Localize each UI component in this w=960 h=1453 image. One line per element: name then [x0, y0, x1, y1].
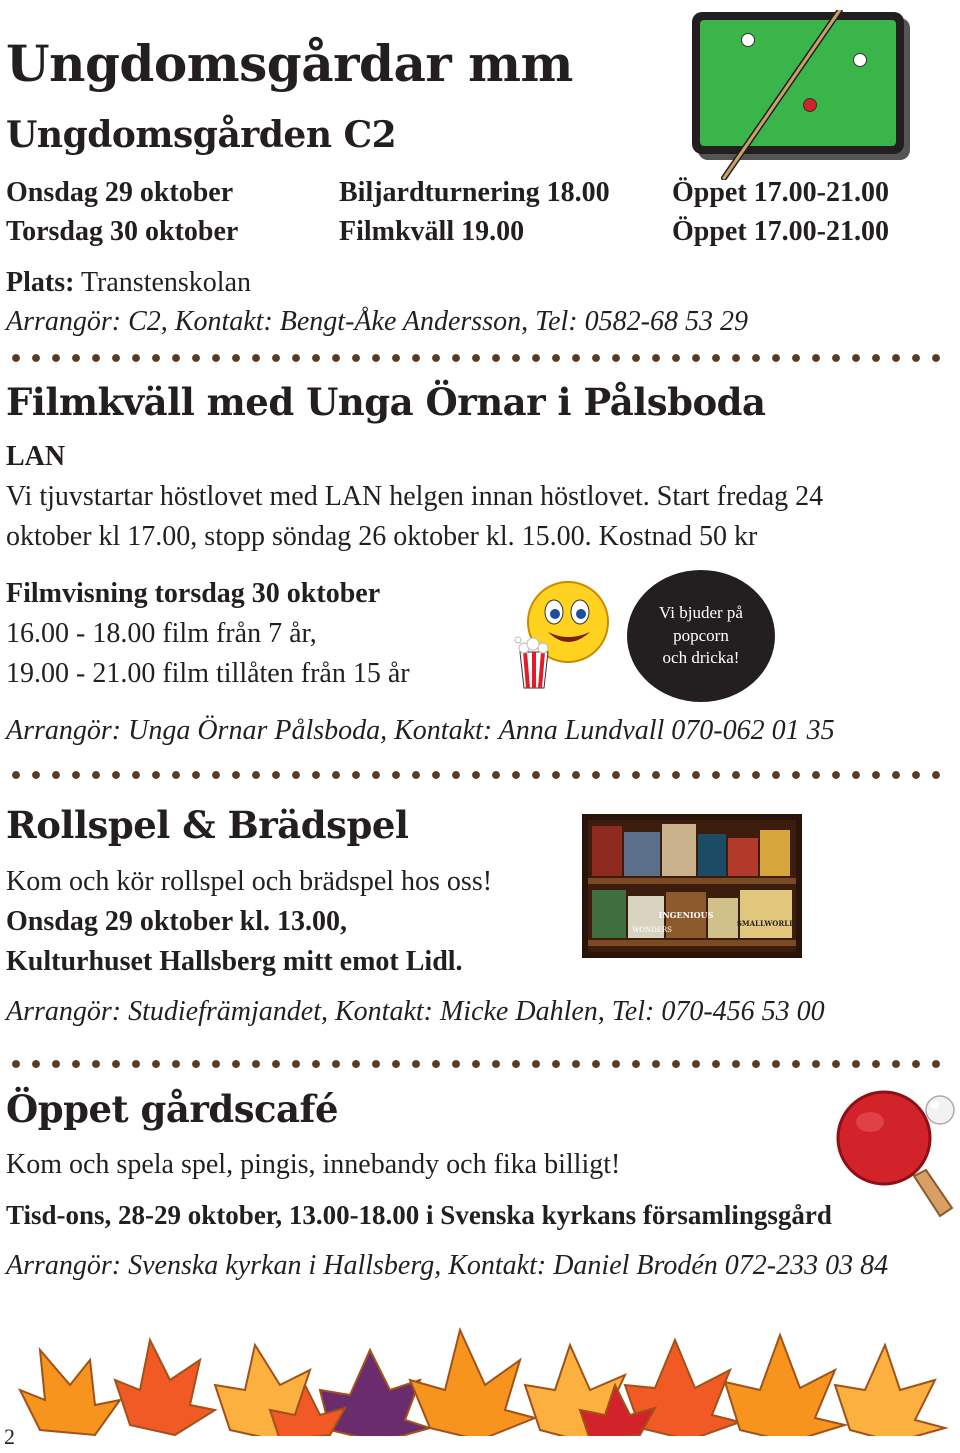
cafe-line-2: Tisd-ons, 28-29 oktober, 13.00-18.00 i Svenska kyrkans församlingsgård: [6, 1200, 832, 1230]
cafe-organizer: Arrangör: Svenska kyrkan i Hallsberg, Kontakt: Daniel Brodén 072-233 03 84: [6, 1250, 889, 1281]
place-label: Plats:: [6, 267, 75, 298]
dotted-divider: [6, 770, 950, 780]
screening-line-1: 16.00 - 18.00 film från 7 år,: [6, 618, 317, 649]
dotted-divider: [6, 353, 950, 363]
cafe-line-1: Kom och spela spel, pingis, innebandy och fika billigt!: [6, 1149, 621, 1180]
c2-heading: Ungdomsgården C2: [6, 114, 397, 156]
board-game-shelf-photo: [582, 814, 802, 958]
shelf-label: SMALLWORLD: [736, 919, 796, 928]
c2-place: [6, 267, 251, 299]
schedule-open: Öppet 17.00-21.00: [672, 176, 889, 208]
popcorn-smiley-icon: [512, 580, 612, 692]
rpg-organizer: Arrangör: Studiefrämjandet, Kontakt: Micke Dahlen, Tel: 070-456 53 00: [6, 996, 825, 1027]
screening-title: Filmvisning torsdag 30 oktober: [6, 578, 381, 609]
c2-schedule-table: [6, 173, 889, 251]
page-title: Ungdomsgårdar mm: [6, 34, 573, 93]
lan-text-line-2: oktober kl 17.00, stopp söndag 26 oktober kl. 15.00. Kostnad 50 kr: [6, 521, 758, 552]
bubble-line-2: popcorn: [673, 625, 729, 645]
bubble-line-1: Vi bjuder på: [659, 602, 743, 622]
rpg-line-3: Kulturhuset Hallsberg mitt emot Lidl.: [6, 946, 463, 977]
table-row: [6, 212, 889, 251]
bubble-line-3: och dricka!: [662, 648, 740, 668]
rpg-line-2: Onsdag 29 oktober kl. 13.00,: [6, 906, 347, 937]
schedule-open: Öppet 17.00-21.00: [672, 215, 889, 247]
treat-bubble: [627, 570, 775, 702]
film-heading: Filmkväll med Unga Örnar i Pålsboda: [6, 380, 766, 424]
rpg-line-1: Kom och kör rollspel och brädspel hos oss!: [6, 866, 493, 897]
schedule-event: Filmkväll 19.00: [339, 215, 525, 247]
screening-line-2: 19.00 - 21.00 film tillåten från 15 år: [6, 658, 410, 689]
c2-organizer: Arrangör: C2, Kontakt: Bengt-Åke Andersson, Tel: 0582-68 53 29: [6, 306, 748, 337]
schedule-date: Onsdag 29 oktober: [6, 176, 234, 208]
shelf-label: INGENIOUS: [658, 910, 714, 920]
lan-text-line-1: Vi tjuvstartar höstlovet med LAN helgen innan höstlovet. Start fredag 24: [6, 481, 824, 512]
cafe-heading: Öppet gårdscafé: [6, 1087, 338, 1131]
rpg-heading: Rollspel & Brädspel: [6, 803, 409, 847]
schedule-event: Biljardturnering 18.00: [339, 176, 610, 208]
film-organizer: Arrangör: Unga Örnar Pålsboda, Kontakt: Anna Lundvall 070-062 01 35: [6, 715, 835, 746]
schedule-date: Torsdag 30 oktober: [6, 215, 239, 247]
page-number: 2: [4, 1424, 15, 1449]
billiard-table-illustration: [690, 10, 912, 180]
place-value: Transtenskolan: [80, 267, 252, 298]
autumn-leaves-decoration: [0, 1290, 960, 1453]
dotted-divider: [6, 1059, 950, 1069]
ping-pong-paddle-icon: [830, 1080, 958, 1230]
shelf-label: WONDERS: [632, 926, 672, 934]
lan-label: LAN: [6, 441, 66, 472]
table-row: [6, 173, 889, 212]
